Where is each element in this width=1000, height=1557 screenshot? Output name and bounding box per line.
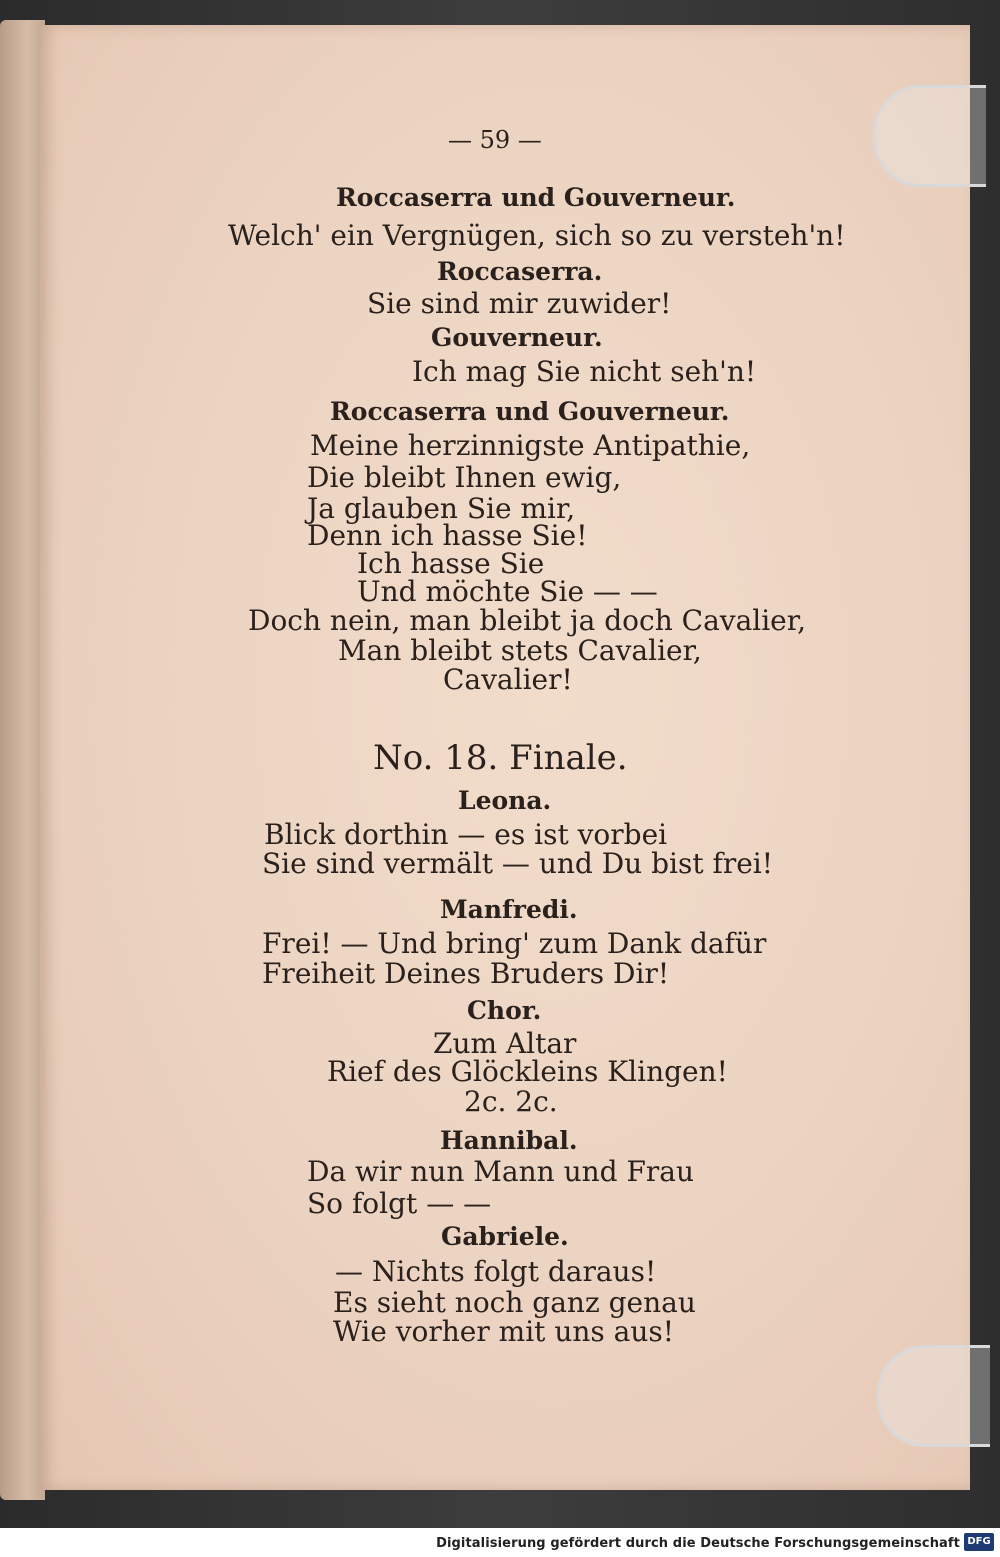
speaker-heading: Roccaserra und Gouverneur. — [330, 397, 730, 426]
verse-line: Blick dorthin — es ist vorbei — [264, 818, 668, 851]
section-title: No. 18. Finale. — [373, 738, 628, 778]
verse-line: Und möchte Sie — — — [357, 575, 658, 608]
verse-line: Rief des Glöckleins Klingen! — [327, 1055, 728, 1088]
speaker-heading: Chor. — [467, 996, 542, 1025]
funding-notice: Digitalisierung gefördert durch die Deutsche Forschungsgemeinschaft — [436, 1536, 960, 1551]
verse-line: Meine herzinnigste Antipathie, — [310, 429, 751, 462]
verse-line: Freiheit Deines Bruders Dir! — [262, 957, 670, 990]
verse-line: Es sieht noch ganz genau — [333, 1286, 696, 1319]
verse-line: Doch nein, man bleibt ja doch Cavalier, — [248, 604, 806, 637]
dfg-logo-icon: DFG — [964, 1533, 994, 1551]
verse-line: Die bleibt Ihnen ewig, — [307, 461, 622, 494]
verse-line: Welch' ein Vergnügen, sich so zu versteh'n! — [228, 219, 846, 252]
speaker-heading: Manfredi. — [440, 895, 578, 924]
speaker-heading: Gabriele. — [441, 1222, 569, 1251]
verse-line: Da wir nun Mann und Frau — [307, 1155, 695, 1188]
verse-line: 2c. 2c. — [464, 1085, 558, 1118]
verse-line: Sie sind mir zuwider! — [367, 287, 672, 320]
verse-line: Ja glauben Sie mir, — [307, 492, 576, 525]
verse-line: So folgt — — — [307, 1187, 492, 1220]
verse-line: Ich hasse Sie — [357, 547, 545, 580]
verse-line: Man bleibt stets Cavalier, — [338, 634, 702, 667]
speaker-heading: Gouverneur. — [431, 323, 603, 352]
speaker-heading: Roccaserra und Gouverneur. — [336, 183, 736, 212]
verse-line: Zum Altar — [433, 1027, 577, 1060]
verse-line: Cavalier! — [443, 663, 573, 696]
verse-line: — Nichts folgt daraus! — [335, 1255, 657, 1288]
speaker-heading: Roccaserra. — [437, 257, 603, 286]
verse-line: Sie sind vermält — und Du bist frei! — [262, 847, 774, 880]
speaker-heading: Leona. — [458, 786, 552, 815]
verse-line: Denn ich hasse Sie! — [307, 519, 588, 552]
page-number: — 59 — — [448, 126, 542, 154]
verse-line: Ich mag Sie nicht seh'n! — [412, 355, 757, 388]
speaker-heading: Hannibal. — [440, 1126, 578, 1155]
verse-line: Frei! — Und bring' zum Dank dafür — [262, 927, 767, 960]
verse-line: Wie vorher mit uns aus! — [333, 1315, 675, 1348]
